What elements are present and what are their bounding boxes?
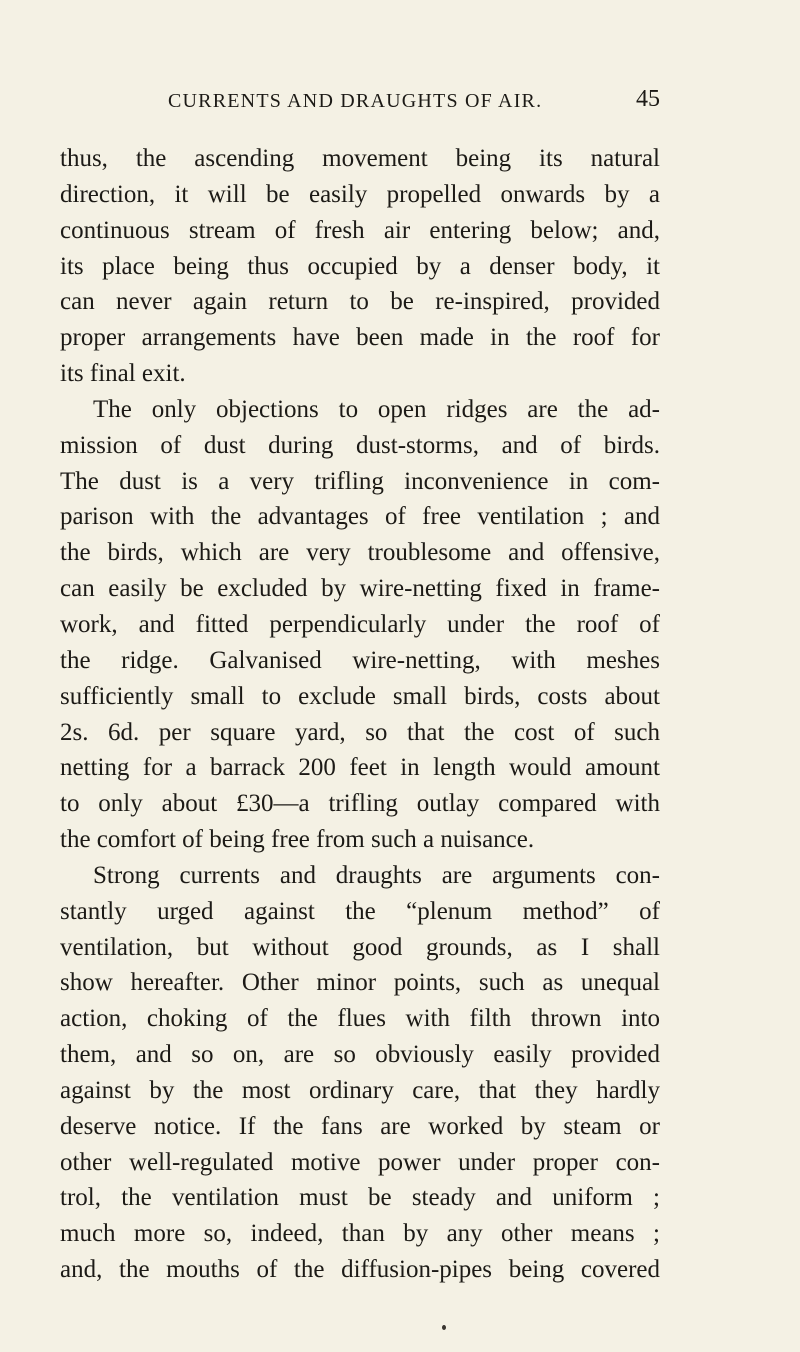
text-line: the comfort of being free from such a nuisance. (60, 826, 535, 854)
text-line: trol, the ventilation must be steady and uniform ; (60, 1184, 660, 1212)
text-line: netting for a barrack 200 feet in length would amount (60, 754, 660, 782)
page-header (60, 86, 660, 116)
text-line: work, and fitted perpendicularly under the roof of (60, 610, 660, 638)
text-line: to only about £30—a trifling outlay compared with (60, 790, 660, 818)
text-line: direction, it will be easily propelled onwards by a (60, 180, 660, 208)
text-line: against by the most ordinary care, that they hardly (60, 1076, 660, 1104)
text-line: the ridge. Galvanised wire-netting, with meshes (60, 646, 660, 674)
text-line: can easily be excluded by wire-netting fixed in frame- (60, 575, 660, 603)
text-line: its place being thus occupied by a denser body, it (60, 252, 660, 280)
text-line: The dust is a very trifling inconvenience in com- (60, 467, 660, 495)
text-line: thus, the ascending movement being its natural (60, 145, 660, 172)
text-line: 2s. 6d. per square yard, so that the cost of such (60, 718, 660, 746)
text-line: and, the mouths of the diffusion-pipes being covered (60, 1256, 660, 1284)
ink-speck (442, 1325, 446, 1330)
text-line: sufficiently small to exclude small birds, costs about (60, 682, 660, 710)
text-line: mission of dust during dust-storms, and of birds. (60, 431, 660, 459)
paragraph-start-line: The only objections to open ridges are the ad- (93, 395, 660, 423)
text-line: stantly urged against the “plenum method” of (60, 897, 660, 925)
text-line: deserve notice. If the fans are worked by steam or (60, 1112, 660, 1140)
running-head: CURRENTS AND DRAUGHTS OF AIR. (168, 90, 543, 112)
page-number: 45 (636, 86, 660, 112)
text-line: much more so, indeed, than by any other means ; (60, 1220, 660, 1248)
text-line: can never again return to be re-inspired, provided (60, 288, 660, 316)
text-line: parison with the advantages of free ventilation ; and (60, 503, 660, 531)
text-line: other well-regulated motive power under proper con- (60, 1148, 660, 1176)
text-line: the birds, which are very troublesome and offensive, (60, 539, 660, 567)
text-line: its final exit. (60, 360, 186, 388)
text-line: ventilation, but without good grounds, as I shall (60, 933, 660, 961)
text-line: proper arrangements have been made in the roof for (60, 324, 660, 352)
body-text (60, 141, 660, 1288)
text-line: continuous stream of fresh air entering below; and, (60, 216, 660, 244)
text-line: them, and so on, are so obviously easily provided (60, 1041, 660, 1069)
text-line: action, choking of the flues with filth thrown into (60, 1005, 660, 1033)
text-line: show hereafter. Other minor points, such as unequal (60, 969, 660, 997)
paragraph-start-line: Strong currents and draughts are arguments con- (93, 861, 660, 889)
